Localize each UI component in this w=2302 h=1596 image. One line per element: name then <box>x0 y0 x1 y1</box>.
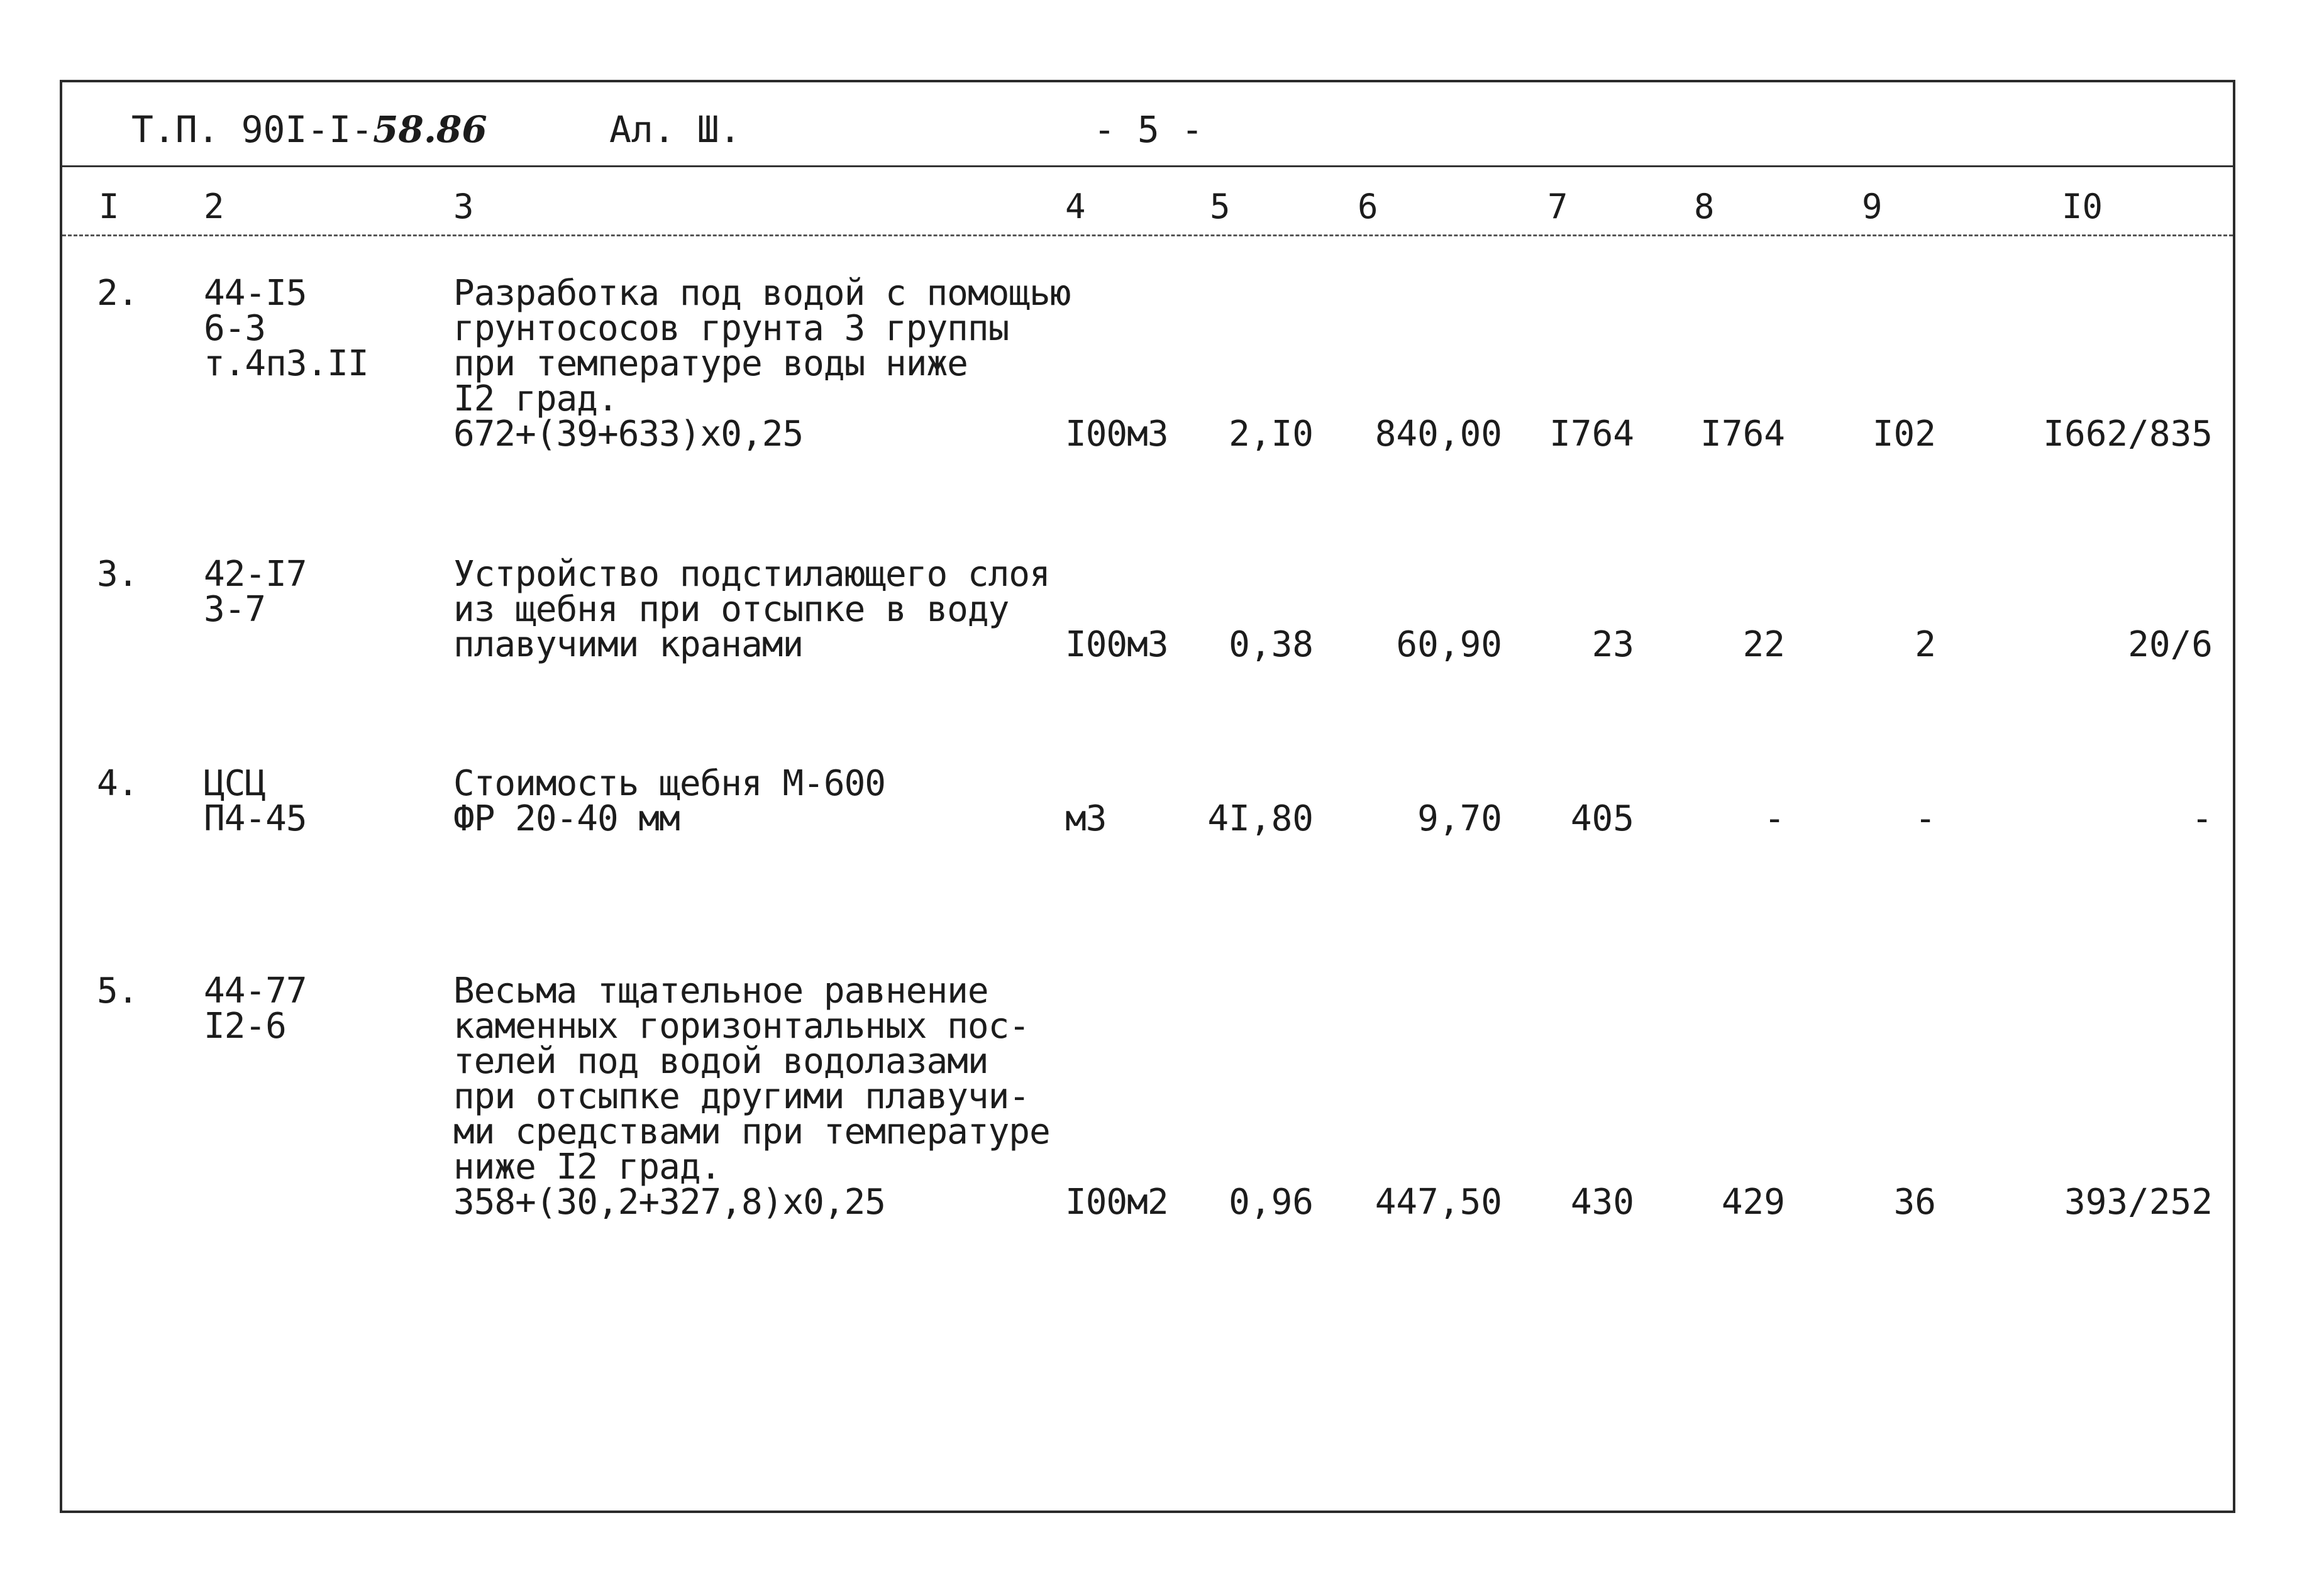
unit-cell: I00м2 <box>1065 1182 1168 1223</box>
column-9-cell: - <box>1915 798 1936 839</box>
column-number-10: I0 <box>2062 187 2103 226</box>
page-number: - 5 - <box>1093 108 1204 151</box>
unit-cell: м3 <box>1065 798 1107 839</box>
total-cost-cell: I764 <box>1549 414 1634 454</box>
column-number-3: 3 <box>453 187 474 226</box>
quantity-cell: 0,96 <box>1229 1182 1314 1223</box>
norm-code-line: 42-I7 <box>204 554 307 595</box>
description-line: I2 град. <box>453 378 618 419</box>
description-line: при температуре воды ниже <box>453 343 968 384</box>
unit-price-cell: 9,70 <box>1417 798 1502 839</box>
column-10-cell: 20/6 <box>2128 624 2213 665</box>
description-line: каменных горизонтальных пос- <box>453 1006 1030 1047</box>
norm-code-line: П4-45 <box>204 798 307 839</box>
description-line: грунтососов грунта 3 группы <box>453 308 1009 349</box>
description-line: 358+(30,2+327,8)x0,25 <box>453 1182 886 1223</box>
column-9-cell: 2 <box>1915 624 1936 665</box>
row-number: 2. <box>97 273 138 314</box>
total-cost-cell: 23 <box>1591 624 1634 665</box>
norm-code-line: ЦСЦ <box>204 763 266 804</box>
quantity-cell: 2,I0 <box>1229 414 1314 454</box>
description-line: Разработка под водой с помощью <box>453 273 1071 314</box>
column-10-cell: I662/835 <box>2043 414 2213 454</box>
column-number-1: I <box>99 187 119 226</box>
column-number-2: 2 <box>204 187 224 226</box>
description-line: ФР 20-40 мм <box>453 798 680 839</box>
estimate-sheet <box>60 80 2235 1513</box>
description-line: из щебня при отсыпке в воду <box>453 589 1009 630</box>
description-line: 672+(39+633)x0,25 <box>453 414 804 454</box>
row-number: 5. <box>97 971 138 1011</box>
column-number-8: 8 <box>1694 187 1715 226</box>
quantity-cell: 0,38 <box>1229 624 1314 665</box>
norm-code-line: т.4п3.II <box>204 343 368 384</box>
norm-code-line: 6-3 <box>204 308 266 349</box>
header-rule <box>62 165 2233 167</box>
column-number-4: 4 <box>1065 187 1086 226</box>
album-label: Ал. Ш. <box>609 108 741 151</box>
description-line: телей под водой водолазами <box>453 1041 988 1082</box>
description-line: Устройство подстилающего слоя <box>453 554 1050 595</box>
description-line: ниже I2 град. <box>453 1147 721 1187</box>
document-code-handwritten: 58.86 <box>373 108 487 151</box>
description-line: Весьма тщательное равнение <box>453 971 988 1011</box>
document-code <box>131 107 487 151</box>
document-code-prefix: Т.П. 90I-I- <box>131 108 374 151</box>
column-number-6: 6 <box>1358 187 1378 226</box>
description-line: Стоимость щебня М-600 <box>453 763 886 804</box>
unit-cell: I00м3 <box>1065 414 1168 454</box>
row-number: 4. <box>97 763 138 804</box>
column-8-cell: I764 <box>1700 414 1785 454</box>
norm-code-line: 3-7 <box>204 589 266 630</box>
description-line: ми средствами при температуре <box>453 1111 1050 1152</box>
row-number: 3. <box>97 554 138 595</box>
column-10-cell: - <box>2191 798 2213 839</box>
total-cost-cell: 430 <box>1570 1182 1634 1223</box>
column-10-cell: 393/252 <box>2064 1182 2213 1223</box>
column-number-9: 9 <box>1862 187 1883 226</box>
norm-code-line: I2-6 <box>204 1006 286 1047</box>
unit-price-cell: 60,90 <box>1396 624 1502 665</box>
description-line: при отсыпке другими плавучи- <box>453 1076 1030 1117</box>
column-8-cell: - <box>1764 798 1785 839</box>
column-8-cell: 429 <box>1721 1182 1785 1223</box>
column-header-rule <box>62 234 2233 236</box>
description-line: плавучими кранами <box>453 624 804 665</box>
norm-code-line: 44-77 <box>204 971 307 1011</box>
column-number-7: 7 <box>1547 187 1568 226</box>
unit-price-cell: 447,50 <box>1375 1182 1502 1223</box>
column-8-cell: 22 <box>1742 624 1785 665</box>
unit-price-cell: 840,00 <box>1375 414 1502 454</box>
quantity-cell: 4I,80 <box>1207 798 1314 839</box>
norm-code-line: 44-I5 <box>204 273 307 314</box>
column-9-cell: 36 <box>1893 1182 1936 1223</box>
column-9-cell: I02 <box>1872 414 1936 454</box>
column-number-5: 5 <box>1210 187 1231 226</box>
total-cost-cell: 405 <box>1570 798 1634 839</box>
unit-cell: I00м3 <box>1065 624 1168 665</box>
